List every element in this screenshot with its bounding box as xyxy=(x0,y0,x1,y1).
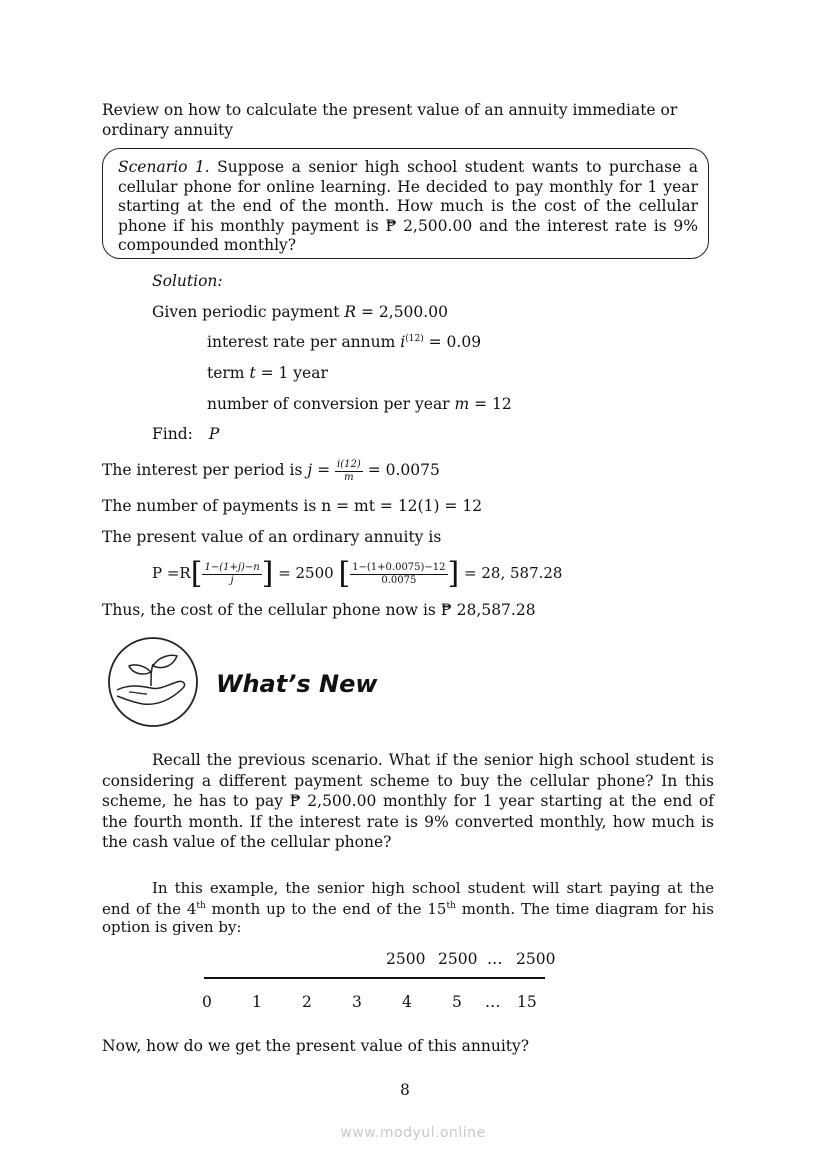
pv-fraction-numeric: $\frac{1-(1+0.0075)-12}{0.0075}$ xyxy=(352,561,446,586)
period-label: 0 xyxy=(202,993,212,1011)
whats-new-paragraph: Recall the previous scenario. What if the senior high school student is considering a different payment scheme to buy the cellular phone? In this scheme, he has to pay ₱ 2,500.00 monthly for 1 year starting at the end of the fourth month. If the interest rate is 9% converted monthly, how much is the cash value of the cellular phone? xyxy=(102,751,714,851)
conclusion: Thus, the cost of the cellular phone now is ₱ 28,587.28 xyxy=(102,601,536,619)
period-label: 4 xyxy=(402,993,412,1011)
solution-heading: Solution: xyxy=(152,272,223,290)
term-line: term t = 1 year xyxy=(207,364,328,382)
given-line: Given periodic payment R = 2,500.00 xyxy=(152,303,448,321)
find-line: Find: P xyxy=(152,425,220,443)
scenario-label: Scenario 1. xyxy=(118,158,210,176)
scenario-body: Suppose a senior high school student wants to purchase a cellular phone for online learning. He decided to pay monthly for 1 year starting at the end of the month. How much is the cost of the cellular phone if his monthly payment is ₱ 2,500.00 and the interest rate is 9% compounded monthly? xyxy=(118,158,698,254)
payment-label: 2500 xyxy=(438,950,478,968)
period-label: … xyxy=(485,993,501,1011)
interest-per-period: The interest per period is j = $\frac{i(12)}{m}$ = 0.0075 xyxy=(102,458,440,483)
intro-text: Review on how to calculate the present value of an annuity immediate or ordinary annuity xyxy=(102,101,678,139)
timeline-axis xyxy=(204,977,545,979)
interest-fraction: $\frac{i(12)}{m}$ xyxy=(337,458,361,483)
whats-new-title: What’s New xyxy=(216,670,378,698)
conversion-line: number of conversion per year m = 12 xyxy=(207,395,512,413)
watermark: www.modyul.online xyxy=(340,1125,486,1141)
payment-label: 2500 xyxy=(516,950,556,968)
period-label: 15 xyxy=(517,993,537,1011)
period-label: 1 xyxy=(252,993,262,1011)
page-number: 8 xyxy=(400,1081,410,1099)
scenario-text xyxy=(118,158,698,256)
pv-formula: P =R[ $\frac{1-(1+j)-n}{j}$ ] = 2500 [ $\frac{1-(1+0.0075)-12}{0.0075}$ ] = 28, 587.28 xyxy=(152,556,563,591)
plant-in-hand-icon xyxy=(107,636,199,728)
period-label: 3 xyxy=(352,993,362,1011)
period-label: 5 xyxy=(452,993,462,1011)
pv-fraction-general: $\frac{1-(1+j)-n}{j}$ xyxy=(204,561,260,586)
rate-line: interest rate per annum $i^{(12)} = 0.09$ xyxy=(207,333,482,351)
number-of-payments: The number of payments is n = mt = 12(1) = 12 xyxy=(102,497,483,515)
payment-label: 2500 xyxy=(386,950,426,968)
pv-label: The present value of an ordinary annuity is xyxy=(102,528,442,546)
closing-question: Now, how do we get the present value of this annuity? xyxy=(102,1037,530,1055)
example-paragraph: In this example, the senior high school student will start paying at the end of the 4th month up to the end of the 15th month. The time diagram for his option is given by: xyxy=(102,879,715,936)
payment-label: … xyxy=(487,950,503,968)
period-label: 2 xyxy=(302,993,312,1011)
